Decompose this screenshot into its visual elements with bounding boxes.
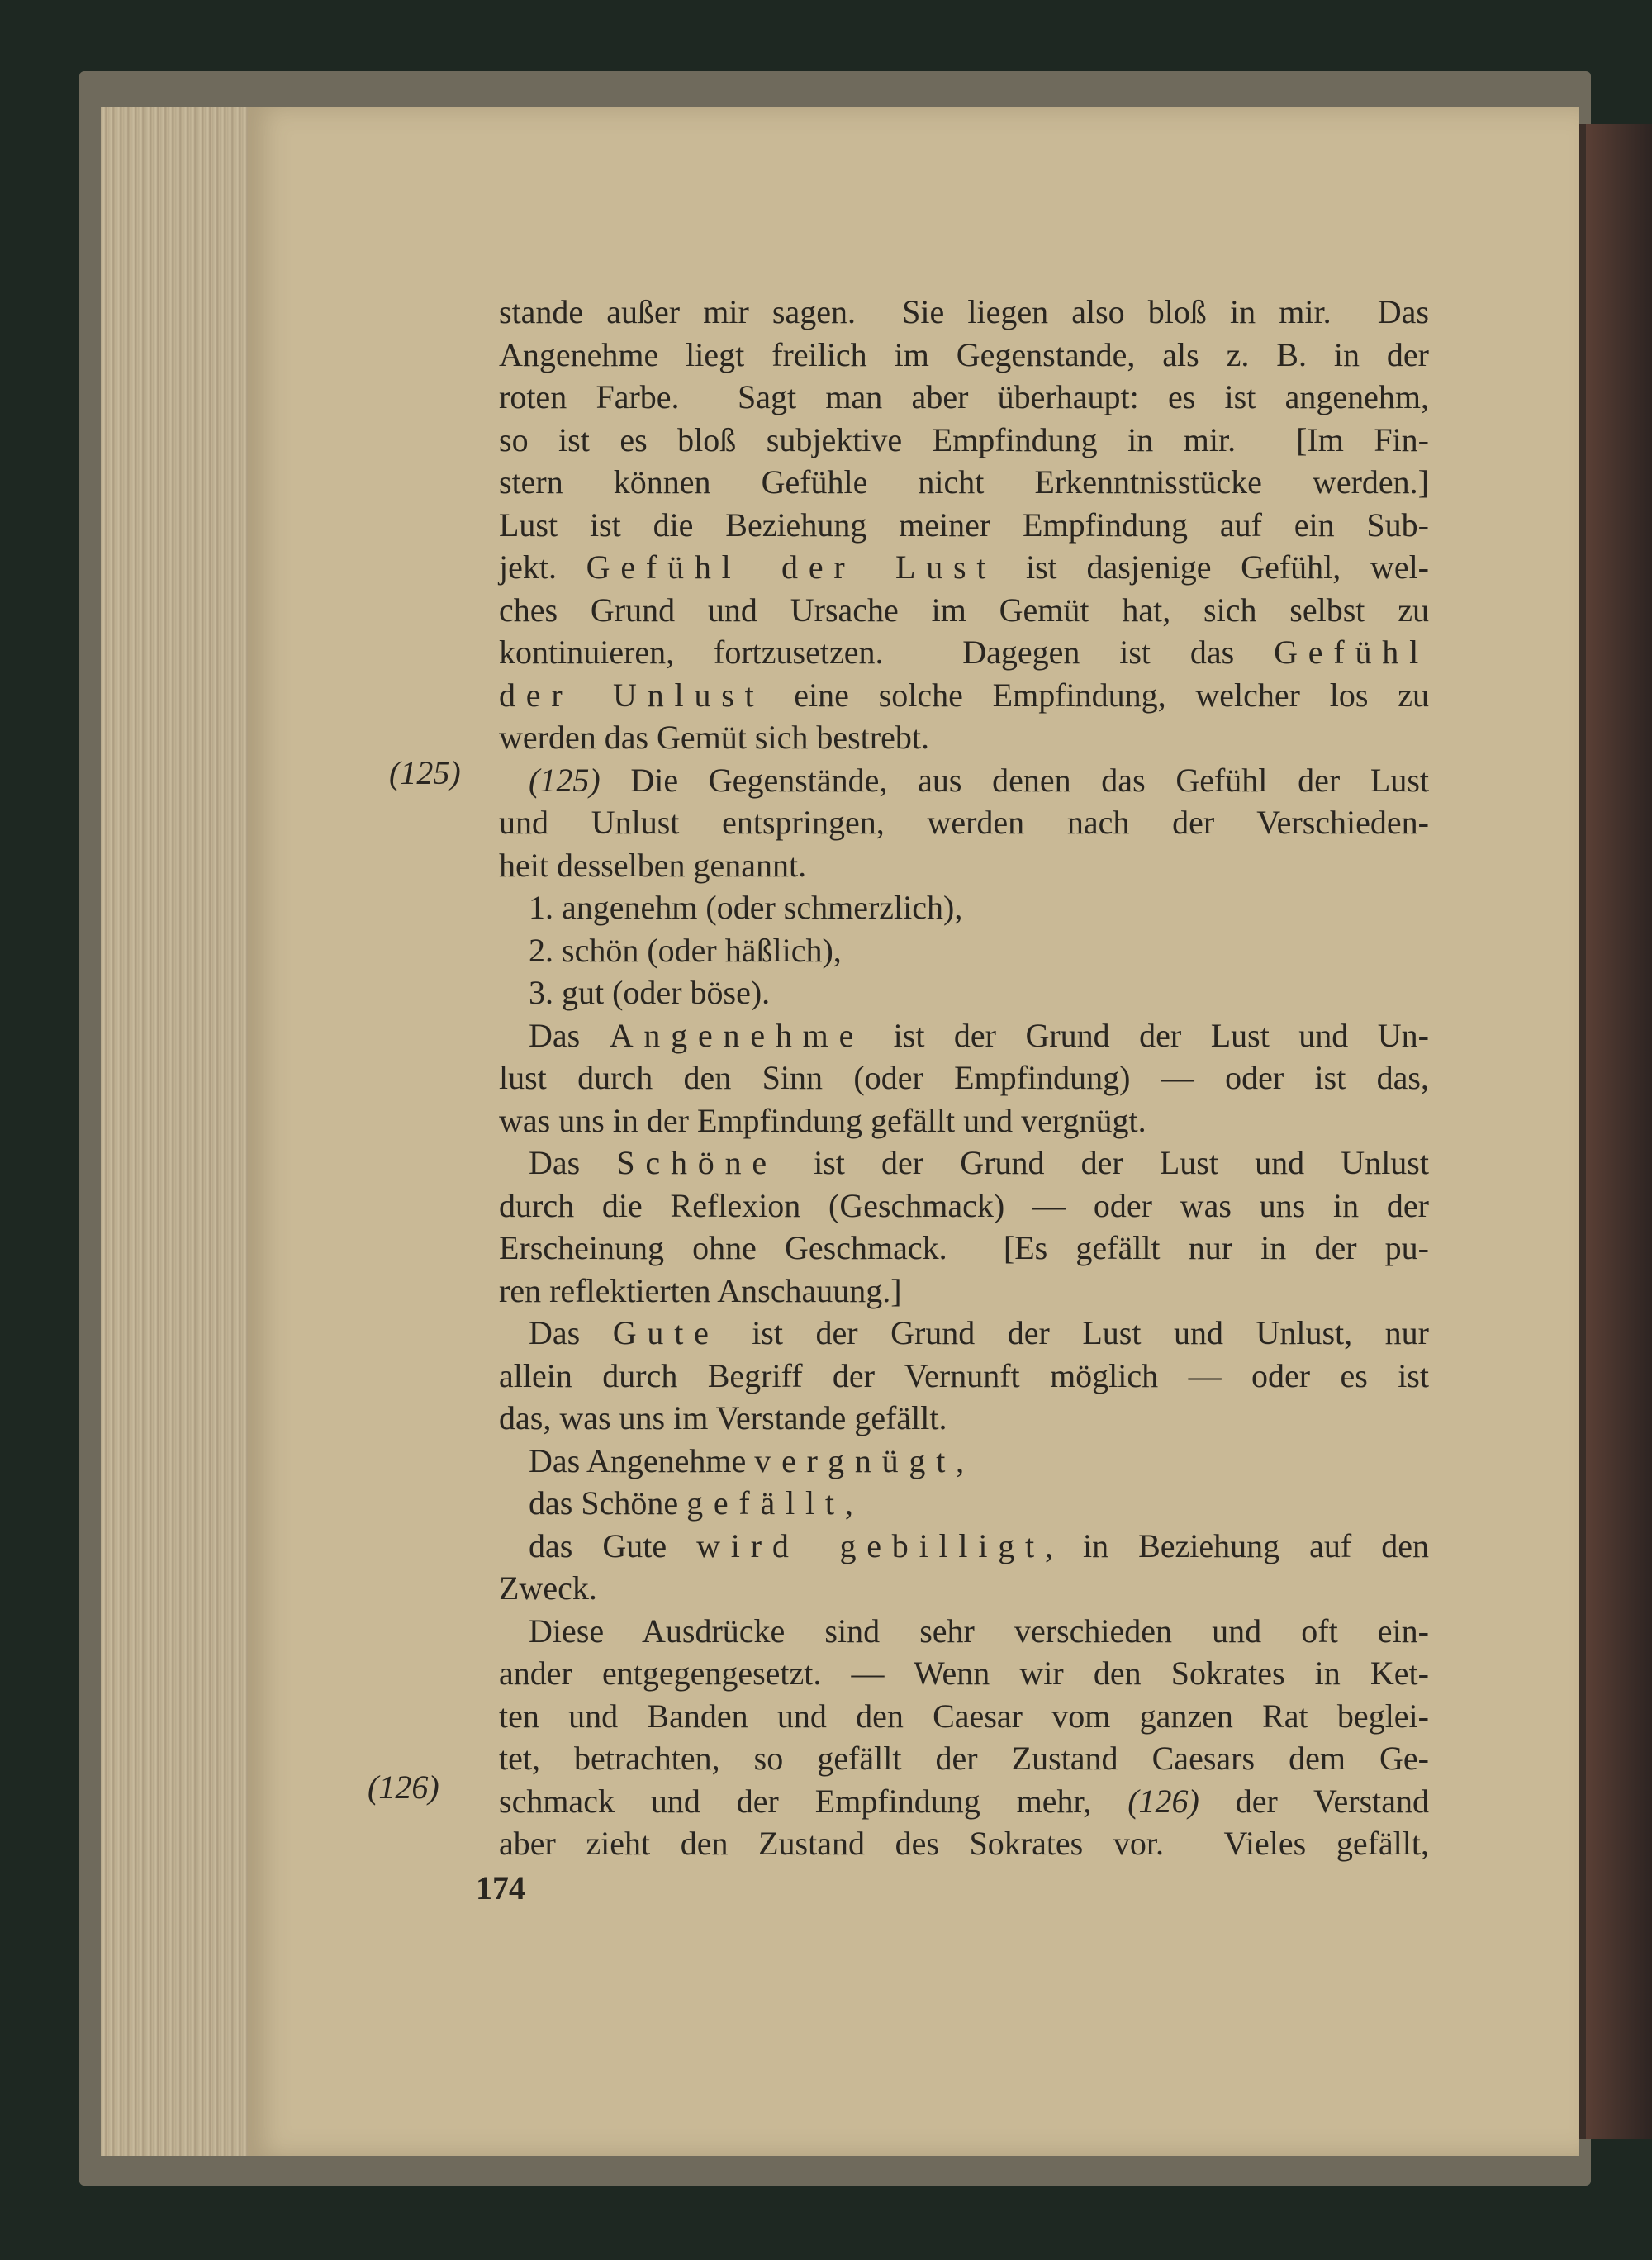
text-line	[499, 1780, 1429, 1823]
emphasized-term: Schöne	[616, 1144, 777, 1181]
text-line	[499, 1014, 1429, 1057]
text-segment: was uns in der Empfindung gefällt und vergnügt.	[499, 1101, 1146, 1139]
text-segment: tet, betrachten, so gefällt der Zustand Caesars dem Ge-	[499, 1740, 1429, 1777]
text-line	[499, 546, 1429, 589]
text-line	[499, 1355, 1429, 1398]
text-line	[499, 844, 1429, 887]
text-segment: stande außer mir sagen. Sie liegen also bloß in mir. Das	[499, 293, 1429, 330]
text-segment: das Gute	[529, 1526, 697, 1564]
text-line	[499, 376, 1429, 419]
text-segment: durch die Reflexion (Geschmack) — oder was uns in der	[499, 1186, 1429, 1224]
text-line	[499, 291, 1429, 334]
text-segment: stern können Gefühle nicht Erkenntnisstücke werden.]	[499, 463, 1429, 501]
text-line	[499, 1695, 1429, 1738]
book-spine-shadow	[1586, 124, 1652, 2139]
text-segment: das, was uns im Verstande gefällt.	[499, 1399, 947, 1436]
text-segment: werden das Gemüt sich bestrebt.	[499, 719, 929, 756]
body-text	[499, 291, 1429, 1865]
emphasized-term: wird gebilligt	[696, 1526, 1045, 1564]
text-line	[499, 419, 1429, 462]
margin-note-125: (125)	[389, 754, 461, 791]
text-segment: der Verstand	[1199, 1782, 1429, 1820]
text-line	[499, 631, 1429, 674]
text-segment: ten und Banden und den Caesar vom ganzen Rat beglei-	[499, 1697, 1429, 1735]
text-segment: ,	[844, 1484, 853, 1522]
text-segment: ches Grund und Ursache im Gemüt hat, sich selbst zu	[499, 591, 1429, 629]
emphasized-term: der Unlust	[499, 676, 765, 714]
text-segment: allein durch Begriff der Vernunft möglich — oder es ist	[499, 1356, 1429, 1394]
text-line	[499, 1652, 1429, 1695]
text-line	[499, 1270, 1429, 1313]
text-segment: so ist es bloß subjektive Empfindung in mir. [Im Fin-	[499, 420, 1429, 458]
text-line	[499, 674, 1429, 717]
text-line	[499, 1099, 1429, 1142]
text-segment: eine solche Empfindung, welcher los zu	[764, 676, 1429, 714]
text-line	[499, 1440, 1429, 1483]
text-line	[499, 886, 1429, 929]
inline-page-reference: (125)	[529, 761, 601, 799]
page-number: 174	[476, 1869, 525, 1906]
text-line	[499, 504, 1429, 547]
text-segment: ist der Grund der Lust und Un-	[864, 1016, 1429, 1054]
text-segment: Das	[529, 1016, 610, 1054]
text-segment: Das Angenehme	[529, 1441, 755, 1479]
text-line	[499, 589, 1429, 632]
text-segment: ist der Grund der Lust und Unlust, nur	[719, 1314, 1429, 1351]
emphasized-term: vergnügt	[754, 1441, 957, 1479]
text-segment: Lust ist die Beziehung meiner Empfindung auf ein Sub-	[499, 506, 1429, 544]
text-segment: Das	[529, 1144, 617, 1181]
emphasized-term: Gute	[612, 1314, 719, 1351]
text-line	[499, 1142, 1429, 1185]
text-line	[499, 1056, 1429, 1099]
emphasized-term: Gefühl	[1274, 634, 1429, 671]
text-line	[499, 759, 1429, 802]
text-segment: ist dasjenige Gefühl, wel-	[996, 548, 1430, 586]
text-line	[499, 716, 1429, 759]
text-line	[499, 929, 1429, 972]
text-segment: Angenehme liegt freilich im Gegenstande, als z. B. in der	[499, 335, 1429, 373]
emphasized-term: gefällt	[686, 1484, 845, 1522]
text-segment: Zweck.	[499, 1569, 597, 1607]
text-line	[499, 1822, 1429, 1865]
text-segment: jekt.	[499, 548, 586, 586]
text-segment: ist der Grund der Lust und Unlust	[776, 1144, 1429, 1181]
text-segment: , in Beziehung auf den	[1044, 1526, 1430, 1564]
text-segment: lust durch den Sinn (oder Empfindung) — oder ist das,	[499, 1059, 1429, 1096]
text-line	[499, 1482, 1429, 1525]
text-segment: Das	[529, 1314, 613, 1351]
text-line	[499, 971, 1429, 1014]
page-edges	[101, 107, 249, 2156]
text-line	[499, 1525, 1429, 1568]
text-segment: Erscheinung ohne Geschmack. [Es gefällt nur in der pu-	[499, 1229, 1429, 1266]
text-line	[499, 334, 1429, 377]
margin-note-126: (126)	[368, 1769, 439, 1806]
text-segment: 1. angenehm (oder schmerzlich),	[529, 889, 963, 926]
text-segment: ren reflektierten Anschauung.]	[499, 1271, 902, 1309]
text-segment: und Unlust entspringen, werden nach der Verschieden-	[499, 804, 1429, 841]
text-segment: roten Farbe. Sagt man aber überhaupt: es ist angenehm,	[499, 378, 1429, 415]
text-segment: kontinuieren, fortzusetzen. Dagegen ist das	[499, 634, 1275, 671]
emphasized-term: Gefühl der Lust	[586, 548, 997, 586]
text-line	[499, 1312, 1429, 1355]
text-segment: 2. schön (oder häßlich),	[529, 931, 842, 969]
text-segment: das Schöne	[529, 1484, 687, 1522]
emphasized-term: Angenehme	[609, 1016, 865, 1054]
text-line	[499, 1397, 1429, 1440]
text-segment: ,	[956, 1441, 965, 1479]
inline-page-reference: (126)	[1127, 1782, 1199, 1820]
text-segment: aber zieht den Zustand des Sokrates vor. Vieles gefällt,	[499, 1825, 1429, 1862]
text-line	[499, 1185, 1429, 1227]
text-segment: 3. gut (oder böse).	[529, 974, 771, 1011]
text-line	[499, 461, 1429, 504]
text-line	[499, 1567, 1429, 1610]
text-segment: ander entgegengesetzt. — Wenn wir den Sokrates in Ket-	[499, 1655, 1429, 1692]
text-segment: Diese Ausdrücke sind sehr verschieden und oft ein-	[529, 1612, 1429, 1650]
text-line	[499, 1227, 1429, 1270]
text-line	[499, 801, 1429, 844]
text-segment: heit desselben genannt.	[499, 846, 807, 884]
text-line	[499, 1737, 1429, 1780]
text-segment: Die Gegenstände, aus denen das Gefühl der Lust	[600, 761, 1429, 799]
text-line	[499, 1610, 1429, 1653]
text-segment: schmack und der Empfindung mehr,	[499, 1782, 1128, 1820]
